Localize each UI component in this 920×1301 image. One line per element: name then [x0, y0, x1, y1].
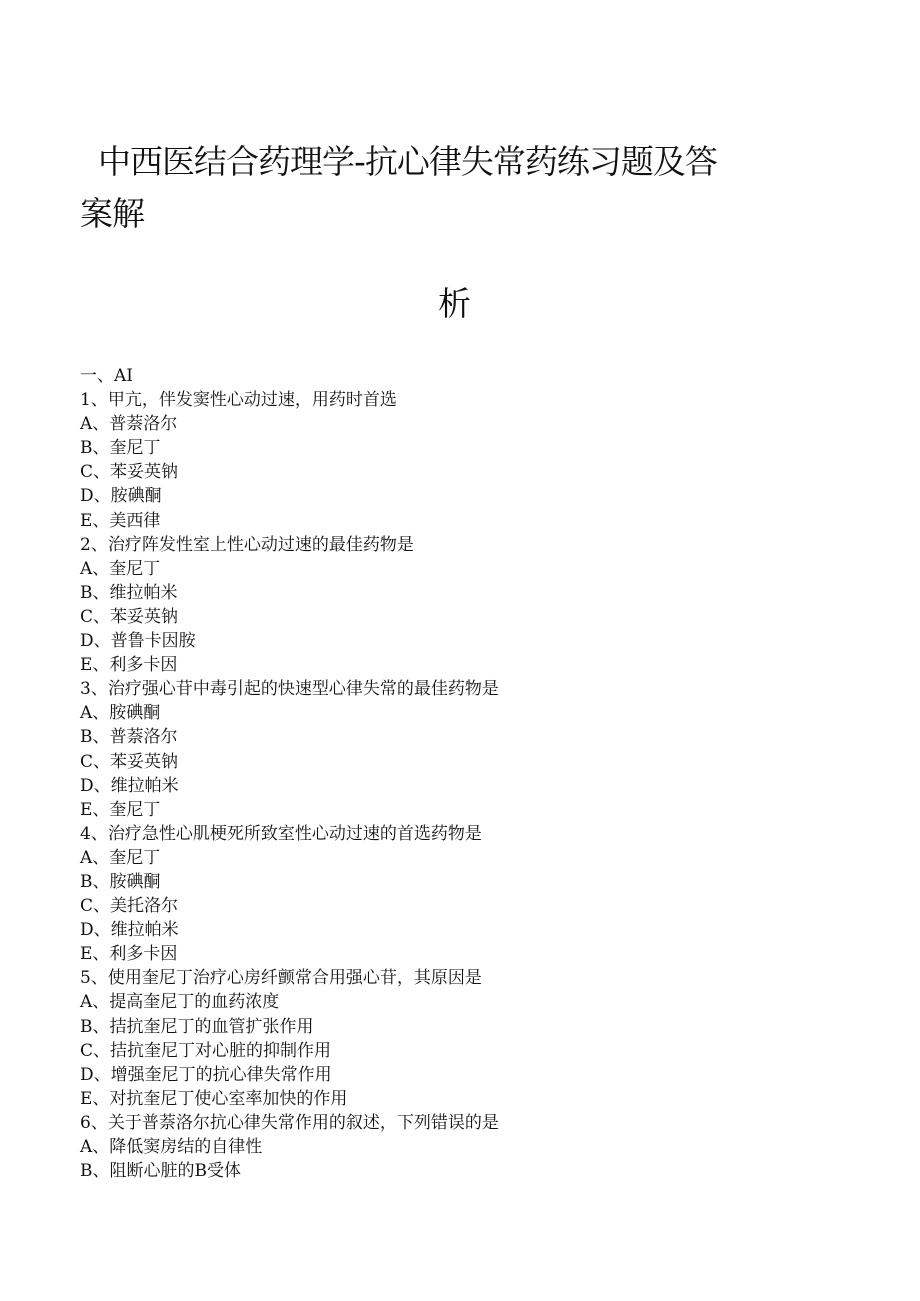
answer-option: C、苯妥英钠 — [80, 751, 179, 772]
answer-option: A、奎尼丁 — [80, 847, 161, 868]
answer-option: B、维拉帕米 — [80, 582, 178, 603]
question-list — [80, 364, 880, 1183]
question-stem: 2、治疗阵发性室上性心动过速的最佳药物是 — [80, 534, 414, 555]
question-stem: 3、治疗强心苷中毒引起的快速型心律失常的最佳药物是 — [80, 679, 499, 700]
answer-option: C、苯妥英钠 — [80, 606, 179, 627]
section-heading: 一、AI — [80, 366, 133, 386]
answer-option: D、维拉帕米 — [80, 920, 179, 941]
answer-option: E、奎尼丁 — [80, 799, 161, 820]
answer-option: B、普萘洛尔 — [80, 727, 178, 748]
document-title-line-1: 中西医结合药理学-抗心律失常药练习题及答 — [98, 142, 717, 181]
answer-option: B、拮抗奎尼丁的血管扩张作用 — [80, 1016, 314, 1037]
answer-option: A、普萘洛尔 — [80, 414, 178, 435]
answer-option: A、胺碘酮 — [80, 703, 161, 724]
answer-option: E、美西律 — [80, 510, 161, 531]
document-title-line-3: 析 — [438, 284, 471, 323]
answer-option: E、利多卡因 — [80, 944, 178, 965]
document-title-line-2: 案解 — [80, 194, 144, 233]
answer-option: C、拮抗奎尼丁对心脏的抑制作用 — [80, 1040, 332, 1061]
question-stem: 1、甲亢，伴发窦性心动过速，用药时首选 — [80, 390, 397, 411]
answer-option: E、对抗奎尼丁使心室率加快的作用 — [80, 1088, 348, 1109]
answer-option: B、奎尼丁 — [80, 438, 161, 459]
answer-option: D、普鲁卡因胺 — [80, 631, 196, 652]
answer-option: E、利多卡因 — [80, 655, 178, 676]
answer-option: C、苯妥英钠 — [80, 462, 179, 483]
question-stem: 5、使用奎尼丁治疗心房纤颤常合用强心苷，其原因是 — [80, 968, 482, 989]
answer-option: D、维拉帕米 — [80, 775, 179, 796]
question-stem: 6、关于普萘洛尔抗心律失常作用的叙述，下列错误的是 — [80, 1112, 499, 1133]
answer-option: B、阻断心脏的B受体 — [80, 1161, 241, 1182]
answer-option: D、胺碘酮 — [80, 486, 162, 507]
answer-option: A、提高奎尼丁的血药浓度 — [80, 992, 280, 1013]
question-stem: 4、治疗急性心肌梗死所致室性心动过速的首选药物是 — [80, 823, 482, 844]
answer-option: A、降低窦房结的自律性 — [80, 1137, 263, 1157]
answer-option: C、美托洛尔 — [80, 896, 179, 917]
answer-option: A、奎尼丁 — [80, 558, 161, 579]
answer-option: B、胺碘酮 — [80, 871, 161, 892]
answer-option: D、增强奎尼丁的抗心律失常作用 — [80, 1064, 332, 1085]
